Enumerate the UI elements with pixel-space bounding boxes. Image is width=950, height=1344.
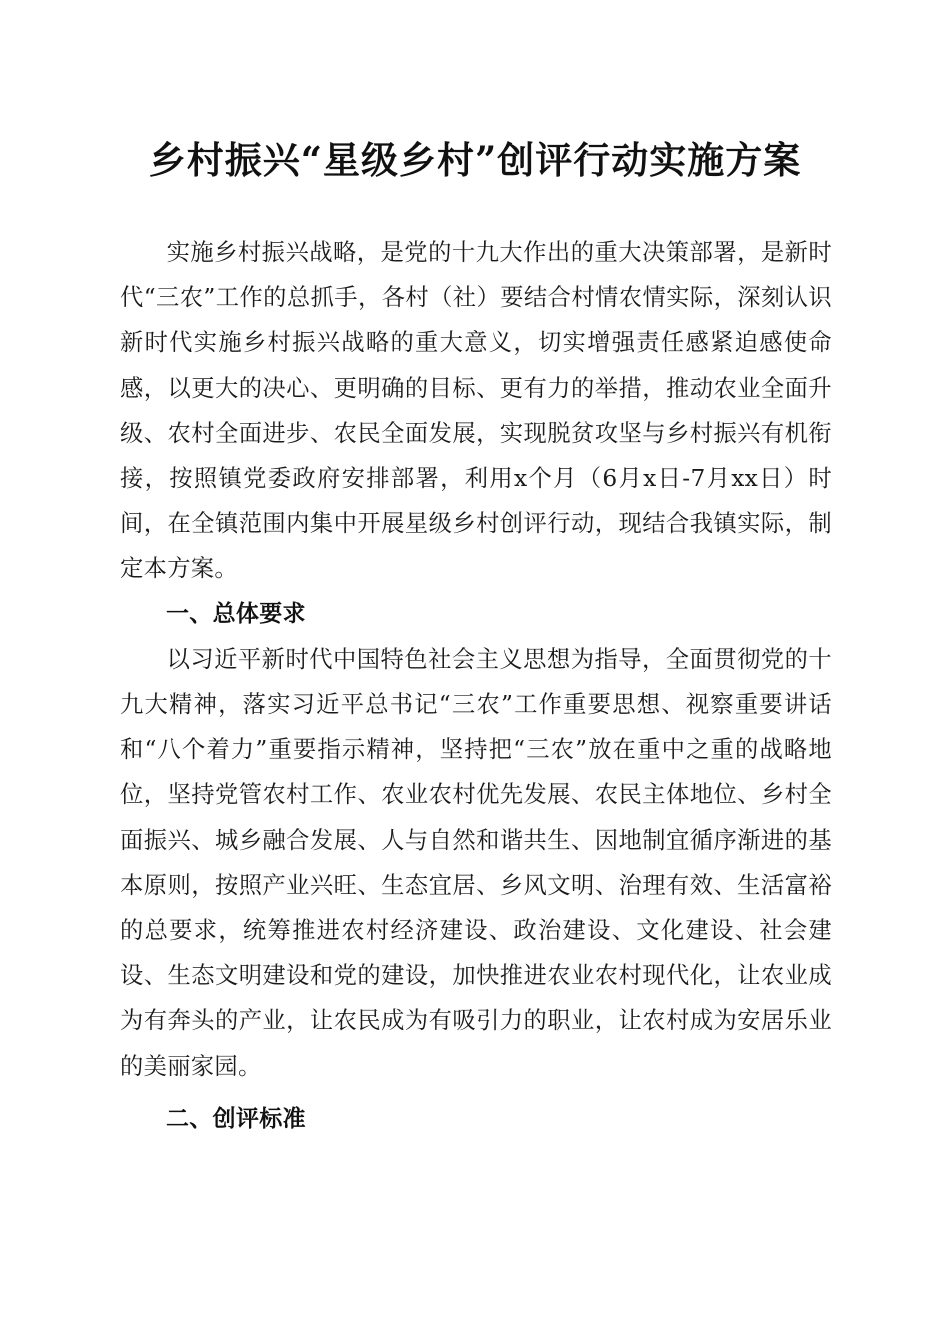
- section-heading-evaluation-criteria: 二、创评标准: [166, 1105, 306, 1132]
- intro-paragraph: 实施乡村振兴战略，是党的十九大作出的重大决策部署，是新时代“三农”工作的总抓手，各村（社）要结合村情农情实际，深刻认识新时代实施乡村振兴战略的重大意义，切实增强责任感紧迫感使命感，以更大的决心、更明确的目标、更有力的举措，推动农业全面升级、农村全面进步、农民全面发展，实现脱贫攻坚与乡村振兴有机衔接，按照镇党委政府安排部署，利用x个月（6月x日-7月xx日）时间，在全镇范围内集中开展星级乡村创评行动，现结合我镇实际，制定本方案。: [120, 239, 832, 583]
- document-body: [120, 230, 832, 1142]
- document-title: 乡村振兴“星级乡村”创评行动实施方案: [148, 138, 802, 182]
- section-paragraph-overall-requirements: 以习近平新时代中国特色社会主义思想为指导，全面贯彻党的十九大精神，落实习近平总书记“三农”工作重要思想、视察重要讲话和“八个着力”重要指示精神，坚持把“三农”放在重中之重的战略地位，坚持党管农村工作、农业农村优先发展、农民主体地位、乡村全面振兴、城乡融合发展、人与自然和谐共生、因地制宜循序渐进的基本原则，按照产业兴旺、生态宜居、乡风文明、治理有效、生活富裕的总要求，统筹推进农村经济建设、政治建设、文化建设、社会建设、生态文明建设和党的建设，加快推进农业农村现代化，让农业成为有奔头的产业，让农民成为有吸引力的职业，让农村成为安居乐业的美丽家园。: [120, 645, 832, 1080]
- section-heading-overall-requirements: 一、总体要求: [166, 600, 306, 627]
